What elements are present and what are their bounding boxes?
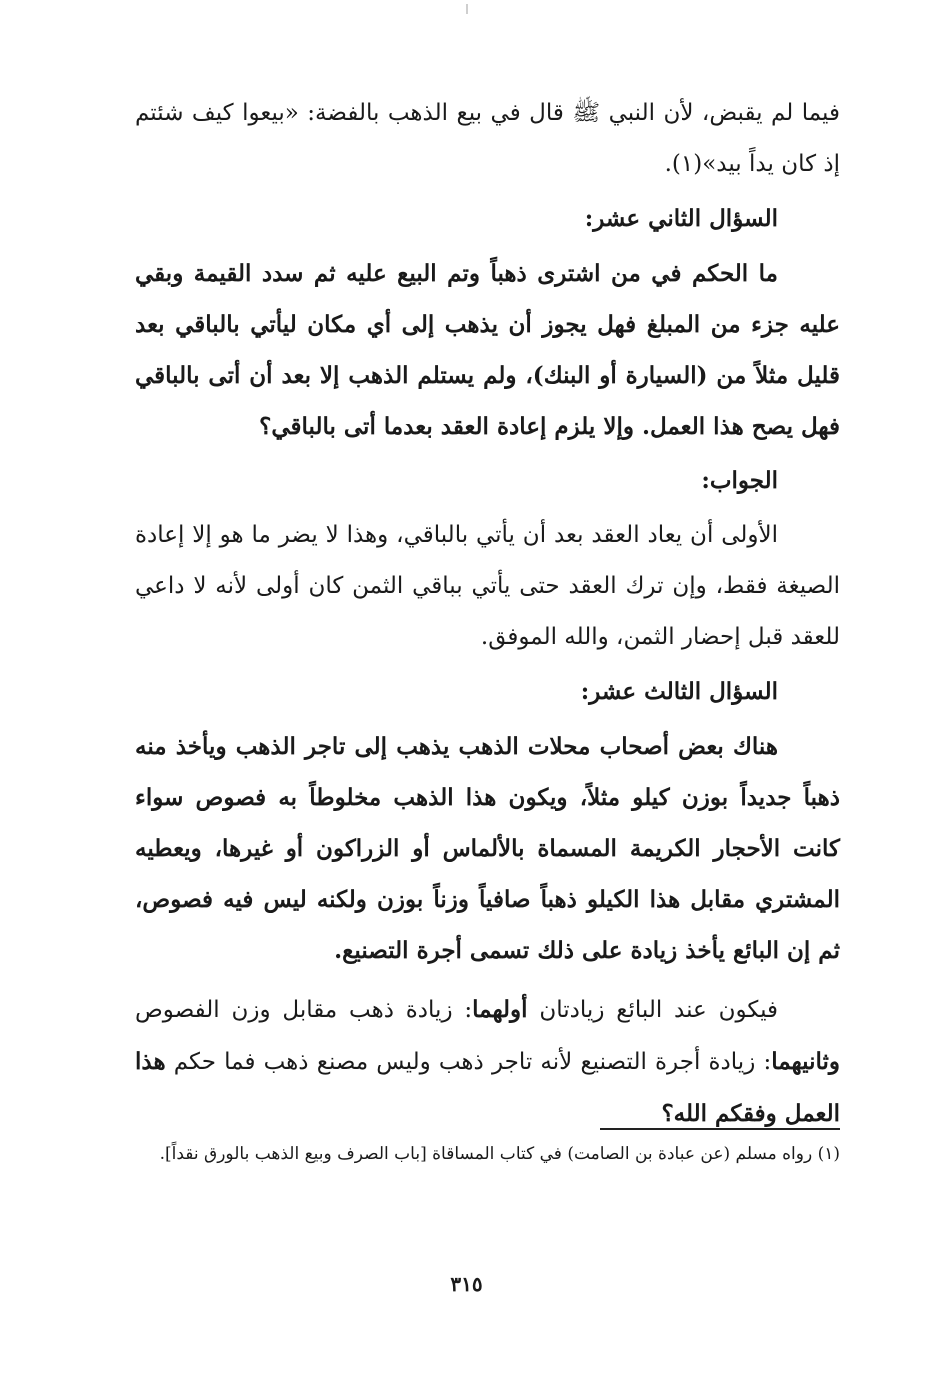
followup-first-label: أولهما	[472, 996, 528, 1023]
followup-second-label: وثانيهما	[771, 1048, 840, 1075]
followup-second-text: : زيادة أجرة التصنيع لأنه تاجر ذهب وليس مصنع ذهب فما حكم	[165, 1049, 772, 1075]
followup-first-text: : زيادة ذهب مقابل وزن الفصوص	[135, 997, 473, 1023]
scan-mark	[466, 4, 468, 14]
footnote-1: (١) رواه مسلم (عن عبادة بن الصامت) في كتاب المساقاة [باب الصرف وبيع الذهب بالورق نقداً].	[159, 1144, 840, 1164]
followup-closing: هذا العمل وفقكم الله؟	[135, 1048, 840, 1127]
question-13-text: هناك بعض أصحاب محلات الذهب يذهب إلى تاجر الذهب ويأخذ منه ذهباً جديداً بوزن كيلو مثلاً، ويكون هذا الذهب مخلوطاً به فصوص سواء كانت الأحجار الكريمة المسماة بالألماس أو الزراكون أو غيرها، ويعطيه المشتري مقابل هذا الكيلو ذهباً صافياً وزناً بوزن ولكنه ليس فيه فصوص، ثم إن البائع يأخذ زيادة على ذلك تسمى أجرة التصنيع.	[135, 733, 840, 964]
footnote-rule	[600, 1128, 840, 1130]
question-12-heading: السؤال الثاني عشر:	[584, 205, 778, 232]
footnote-area	[135, 1128, 840, 1170]
followup-intro: فيكون عند البائع زيادتان	[527, 997, 779, 1023]
paragraph-continuation: فيما لم يقبض، لأن النبي ﷺ قال في بيع الذهب بالفضة: «بيعوا كيف شئتم إذ كان يداً بيد»(١).	[135, 100, 840, 177]
page-body	[135, 88, 840, 1140]
answer-text: الأولى أن يعاد العقد بعد أن يأتي بالباقي، وهذا لا يضر ما هو إلا إعادة الصيغة فقط، وإن ترك العقد حتى يأتي بباقي الثمن كان أولى لأنه لا داعي للعقد قبل إحضار الثمن، والله الموفق.	[135, 522, 840, 650]
page-number: ٣١٥	[450, 1272, 483, 1296]
question-12-text: ما الحكم في من اشترى ذهباً وتم البيع عليه ثم سدد القيمة وبقي عليه جزء من المبلغ فهل يجوز أن يذهب إلى أي مكان ليأتي بالباقي بعد قليل مثلاً من (السيارة أو البنك)، ولم يستلم الذهب إلا بعد أن أتى بالباقي فهل يصح هذا العمل. وإلا يلزم إعادة العقد بعدما أتى بالباقي؟	[135, 260, 840, 440]
question-13-heading: السؤال الثالث عشر:	[580, 678, 778, 705]
question-13-followup	[135, 984, 840, 1140]
answer-heading: الجواب:	[701, 467, 778, 494]
paragraph-gap	[135, 976, 840, 984]
